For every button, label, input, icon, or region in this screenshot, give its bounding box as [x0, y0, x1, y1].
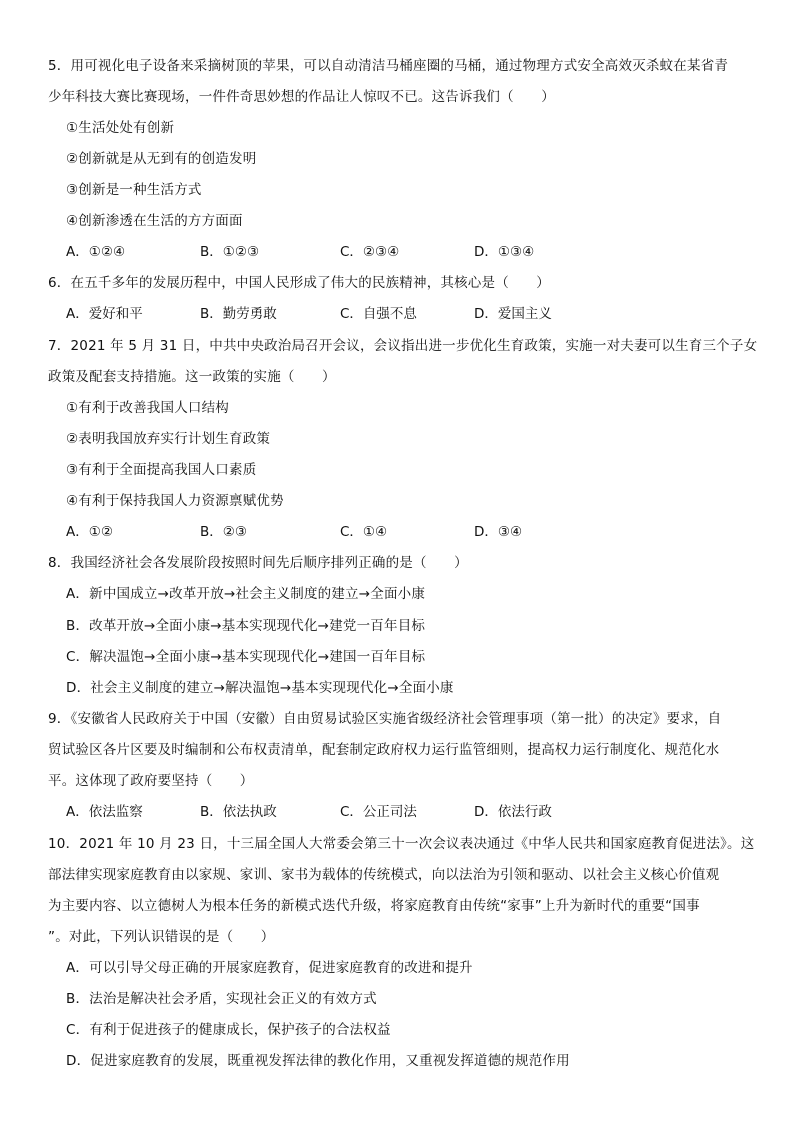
q7-statement-3: ③有利于全面提高我国人口素质	[66, 462, 257, 478]
q6-stem-line-1: 6．在五千多年的发展历程中，中国人民形成了伟大的民族精神，其核心是（ ）	[48, 275, 550, 291]
q9-option-c: C．公正司法	[340, 804, 417, 820]
q6-options	[66, 304, 756, 324]
q9-option-a: A．依法监察	[66, 804, 143, 820]
q5-statement-4: ④创新渗透在生活的方方面面	[66, 213, 243, 229]
q6-option-a: A．爱好和平	[66, 306, 143, 322]
q6-option-c: C．自强不息	[340, 306, 417, 322]
q5-option-b: B．①②③	[200, 244, 260, 260]
q10-stem-line-2: 部法律实现家庭教育由以家规、家训、家书为载体的传统模式，向以法治为引领和驱动、以社会主义核心价值观	[48, 867, 720, 883]
q9-options	[66, 802, 756, 822]
q7-option-b: B．②③	[200, 524, 247, 540]
q8-option-c: C．解决温饱→全面小康→基本实现现代化→建国一百年目标	[66, 649, 426, 665]
q10-stem-line-1: 10．2021 年 10 月 23 日，十三届全国人大常委会第三十一次会议表决通过《中华人民共和国家庭教育促进法》。这	[48, 836, 755, 852]
q5-statement-1: ①生活处处有创新	[66, 120, 175, 136]
q10-option-a: A．可以引导父母正确的开展家庭教育，促进家庭教育的改进和提升	[66, 960, 473, 976]
q9-option-d: D．依法行政	[474, 804, 552, 820]
q5-statement-2: ②创新就是从无到有的创造发明	[66, 151, 257, 167]
q5-options	[66, 242, 756, 262]
q7-option-d: D．③④	[474, 524, 523, 540]
q7-options	[66, 522, 756, 542]
q7-stem-line-1: 7．2021 年 5 月 31 日，中共中央政治局召开会议，会议指出进一步优化生育政策，实施一对夫妻可以生育三个子女	[48, 338, 758, 354]
q5-option-c: C．②③④	[340, 244, 400, 260]
q9-stem-line-1: 9．《安徽省人民政府关于中国（安徽）自由贸易试验区实施省级经济社会管理事项（第一批）的决定》要求，自	[48, 711, 722, 727]
q5-stem-line-2: 少年科技大赛比赛现场，一件件奇思妙想的作品让人惊叹不已。这告诉我们（ ）	[48, 89, 555, 105]
q5-option-d: D．①③④	[474, 244, 535, 260]
q7-statement-1: ①有利于改善我国人口结构	[66, 400, 230, 416]
q10-stem-line-3: 为主要内容、以立德树人为根本任务的新模式迭代升级，将家庭教育由传统“家事”上升为新时代的重要“国事	[48, 898, 700, 914]
q7-stem-line-2: 政策及配套支持措施。这一政策的实施（ ）	[48, 369, 336, 385]
q5-statement-3: ③创新是一种生活方式	[66, 182, 202, 198]
q9-stem-line-3: 平。这体现了政府要坚持（ ）	[48, 773, 254, 789]
q10-option-d: D．促进家庭教育的发展，既重视发挥法律的教化作用，又重视发挥道德的规范作用	[66, 1053, 570, 1069]
q10-stem-line-4: ”。对此，下列认识错误的是（ ）	[48, 929, 275, 945]
q8-stem-line-1: 8．我国经济社会各发展阶段按照时间先后顺序排列正确的是（ ）	[48, 555, 468, 571]
q6-option-b: B．勤劳勇敢	[200, 306, 277, 322]
q6-option-d: D．爱国主义	[474, 306, 552, 322]
q8-option-a: A．新中国成立→改革开放→社会主义制度的建立→全面小康	[66, 586, 426, 602]
q10-option-c: C．有利于促进孩子的健康成长，保护孩子的合法权益	[66, 1022, 391, 1038]
q5-stem-line-1: 5．用可视化电子设备来采摘树顶的苹果，可以自动清洁马桶座圈的马桶，通过物理方式安全高效灭杀蚊在某省青	[48, 58, 729, 74]
q8-option-b: B．改革开放→全面小康→基本实现现代化→建党一百年目标	[66, 618, 426, 634]
q8-option-d: D．社会主义制度的建立→解决温饱→基本实现现代化→全面小康	[66, 680, 454, 696]
q7-option-a: A．①②	[66, 524, 113, 540]
q9-stem-line-2: 贸试验区各片区要及时编制和公布权责清单，配套制定政府权力运行监管细则，提高权力运行制度化、规范化水	[48, 742, 720, 758]
q9-option-b: B．依法执政	[200, 804, 277, 820]
q7-statement-2: ②表明我国放弃实行计划生育政策	[66, 431, 271, 447]
q7-option-c: C．①④	[340, 524, 388, 540]
q10-option-b: B．法治是解决社会矛盾，实现社会正义的有效方式	[66, 991, 377, 1007]
q5-option-a: A．①②④	[66, 244, 126, 260]
q7-statement-4: ④有利于保持我国人力资源禀赋优势	[66, 493, 284, 509]
